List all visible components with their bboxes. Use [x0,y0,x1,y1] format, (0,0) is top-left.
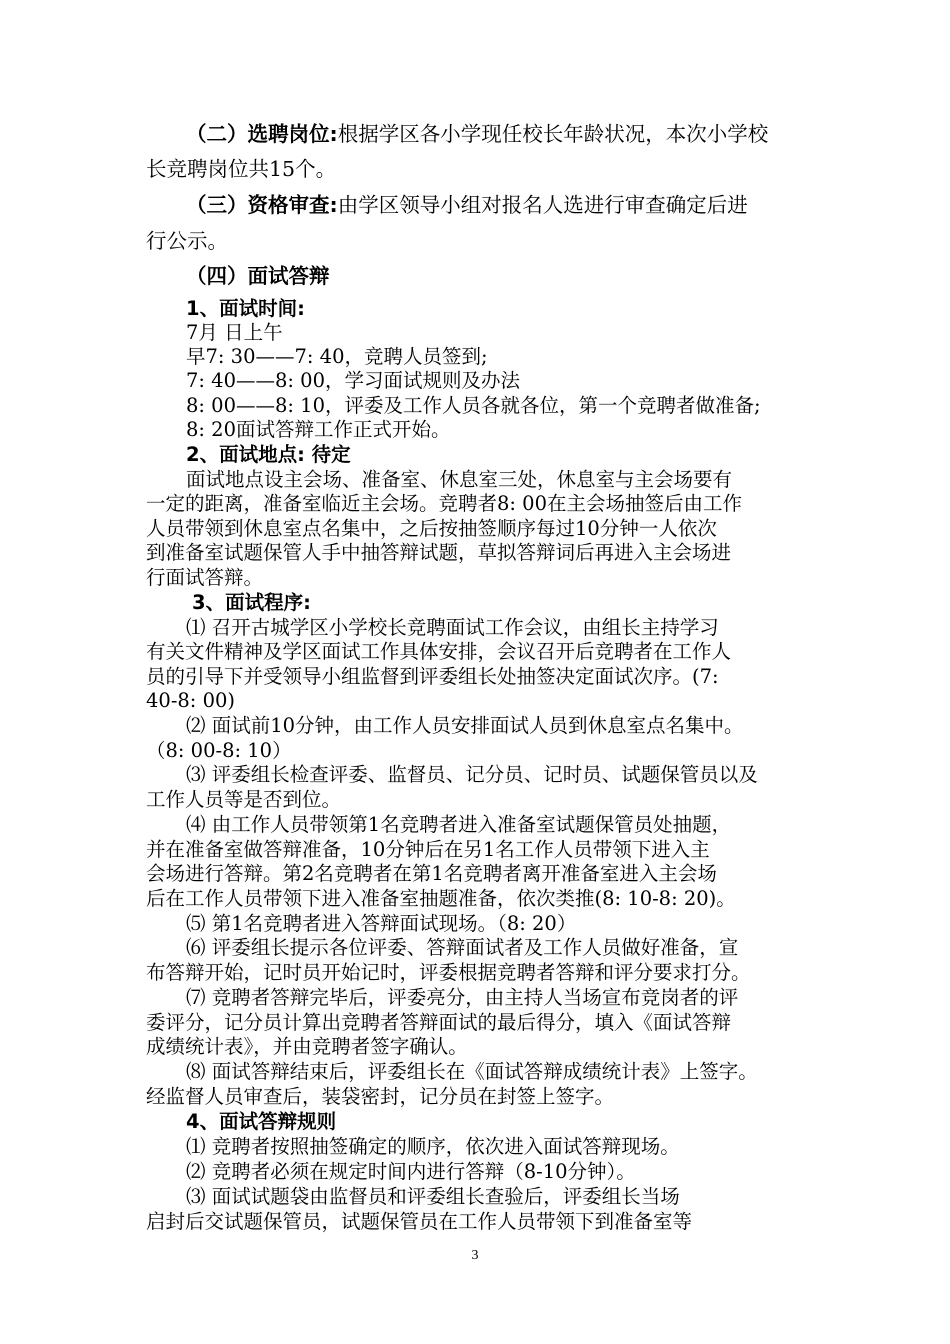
interview-place-line: 面试地点设主会场、准备室、休息室三处，休息室与主会场要有 [186,468,733,491]
procedure-line: 经监督人员审查后，装袋密封，记分员在封签上签字。 [146,1085,615,1108]
interview-time-heading: 1、面试时间: [186,297,305,320]
procedure-line: 后在工作人员带领下进入准备室抽题准备，依次类推(8: 10-8: 20)。 [146,887,736,910]
rules-line: ⑵ 竞聘者必须在规定时间内进行答辩（8-10分钟）。 [186,1160,636,1183]
rules-line: 启封后交试题保管员，试题保管员在工作人员带领下到准备室等 [146,1210,693,1233]
procedure-line: 40-8: 00) [146,689,235,712]
interview-rules-heading: 4、面试答辩规则 [186,1110,337,1133]
section-2-para-line-2: 长竞聘岗位共15个。 [146,157,337,181]
section-4-heading: （四）面试答辩 [186,264,330,288]
interview-place-line: 行面试答辩。 [146,566,264,589]
section-3-para-line-2: 行公示。 [146,229,228,253]
interview-place-line: 人员带领到休息室点名集中，之后按抽签顺序每过10分钟一人依次 [146,517,717,540]
procedure-line: 工作人员等是否到位。 [146,788,342,811]
interview-place-line: 到准备室试题保管人手中抽答辩试题，草拟答辩词后再进入主会场进 [146,541,732,564]
procedure-line: ⑷ 由工作人员带领第1名竞聘者进入准备室试题保管员处抽题， [186,813,732,836]
interview-time-line: 7: 40——8: 00，学习面试规则及办法 [186,369,520,392]
section-2-heading: （二）选聘岗位: [186,122,338,146]
procedure-line: ⑵ 面试前10分钟，由工作人员安排面试人员到休息室点名集中。 [186,714,744,737]
page-number: 3 [471,1248,479,1263]
interview-procedure-heading: 3、面试程序: [192,591,311,614]
section-3-para-line-1 [186,193,806,217]
procedure-line: ⑴ 召开古城学区小学校长竞聘面试工作会议，由组长主持学习 [186,616,719,639]
interview-time-line: 8: 20面试答辩工作正式开始。 [186,418,451,441]
section-3-text: 由学区领导小组对报名人选进行审查确定后进 [337,193,748,217]
procedure-line: 并在准备室做答辩准备，10分钟后在另1名工作人员带领下进入主 [146,838,710,861]
procedure-line: ⑺ 竞聘者答辩完毕后，评委亮分，由主持人当场宣布竞岗者的评 [186,986,739,1009]
procedure-line: 委评分，记分员计算出竞聘者答辩面试的最后得分，填入《面试答辩 [146,1011,732,1034]
interview-time-line: 7月 日上午 [186,321,283,344]
procedure-line: 员的引导下并受领导小组监督到评委组长处抽签决定面试次序。(7: [146,665,719,688]
procedure-line: ⑶ 评委组长检查评委、监督员、记分员、记时员、试题保管员以及 [186,763,758,786]
procedure-line: ⑸ 第1名竞聘者进入答辩面试现场。（8: 20） [186,912,577,935]
section-3-heading: （三）资格审查: [186,193,338,217]
section-2-text: 根据学区各小学现任校长年龄状况，本次小学校 [337,122,769,146]
procedure-line: ⑹ 评委组长提示各位评委、答辩面试者及工作人员做好准备，宣 [186,936,739,959]
rules-line: ⑴ 竞聘者按照抽签确定的顺序，依次进入面试答辩现场。 [186,1135,680,1158]
procedure-line: 会场进行答辩。第2名竞聘者在第1名竞聘者离开准备室进入主会场 [146,862,717,885]
interview-place-line: 一定的距离，准备室临近主会场。竞聘者8: 00在主会场抽签后由工作 [146,492,742,515]
procedure-line: ⑻ 面试答辩结束后，评委组长在《面试答辩成绩统计表》上签字。 [186,1060,758,1083]
section-2-para-line-1 [186,122,806,146]
procedure-line: 布答辩开始，记时员开始记时，评委根据竞聘者答辩和评分要求打分。 [146,961,751,984]
interview-time-line: 8: 00——8: 10，评委及工作人员各就各位，第一个竞聘者做准备; [186,394,761,417]
rules-line: ⑶ 面试试题袋由监督员和评委组长查验后，评委组长当场 [186,1185,680,1208]
procedure-line: （8: 00-8: 10） [146,739,292,762]
procedure-line: 有关文件精神及学区面试工作具体安排，会议召开后竞聘者在工作人 [146,640,732,663]
interview-time-line: 早7: 30——7: 40，竞聘人员签到; [186,345,488,368]
procedure-line: 成绩统计表》，并由竞聘者签字确认。 [146,1035,468,1058]
interview-place-heading: 2、面试地点: 待定 [186,443,351,466]
